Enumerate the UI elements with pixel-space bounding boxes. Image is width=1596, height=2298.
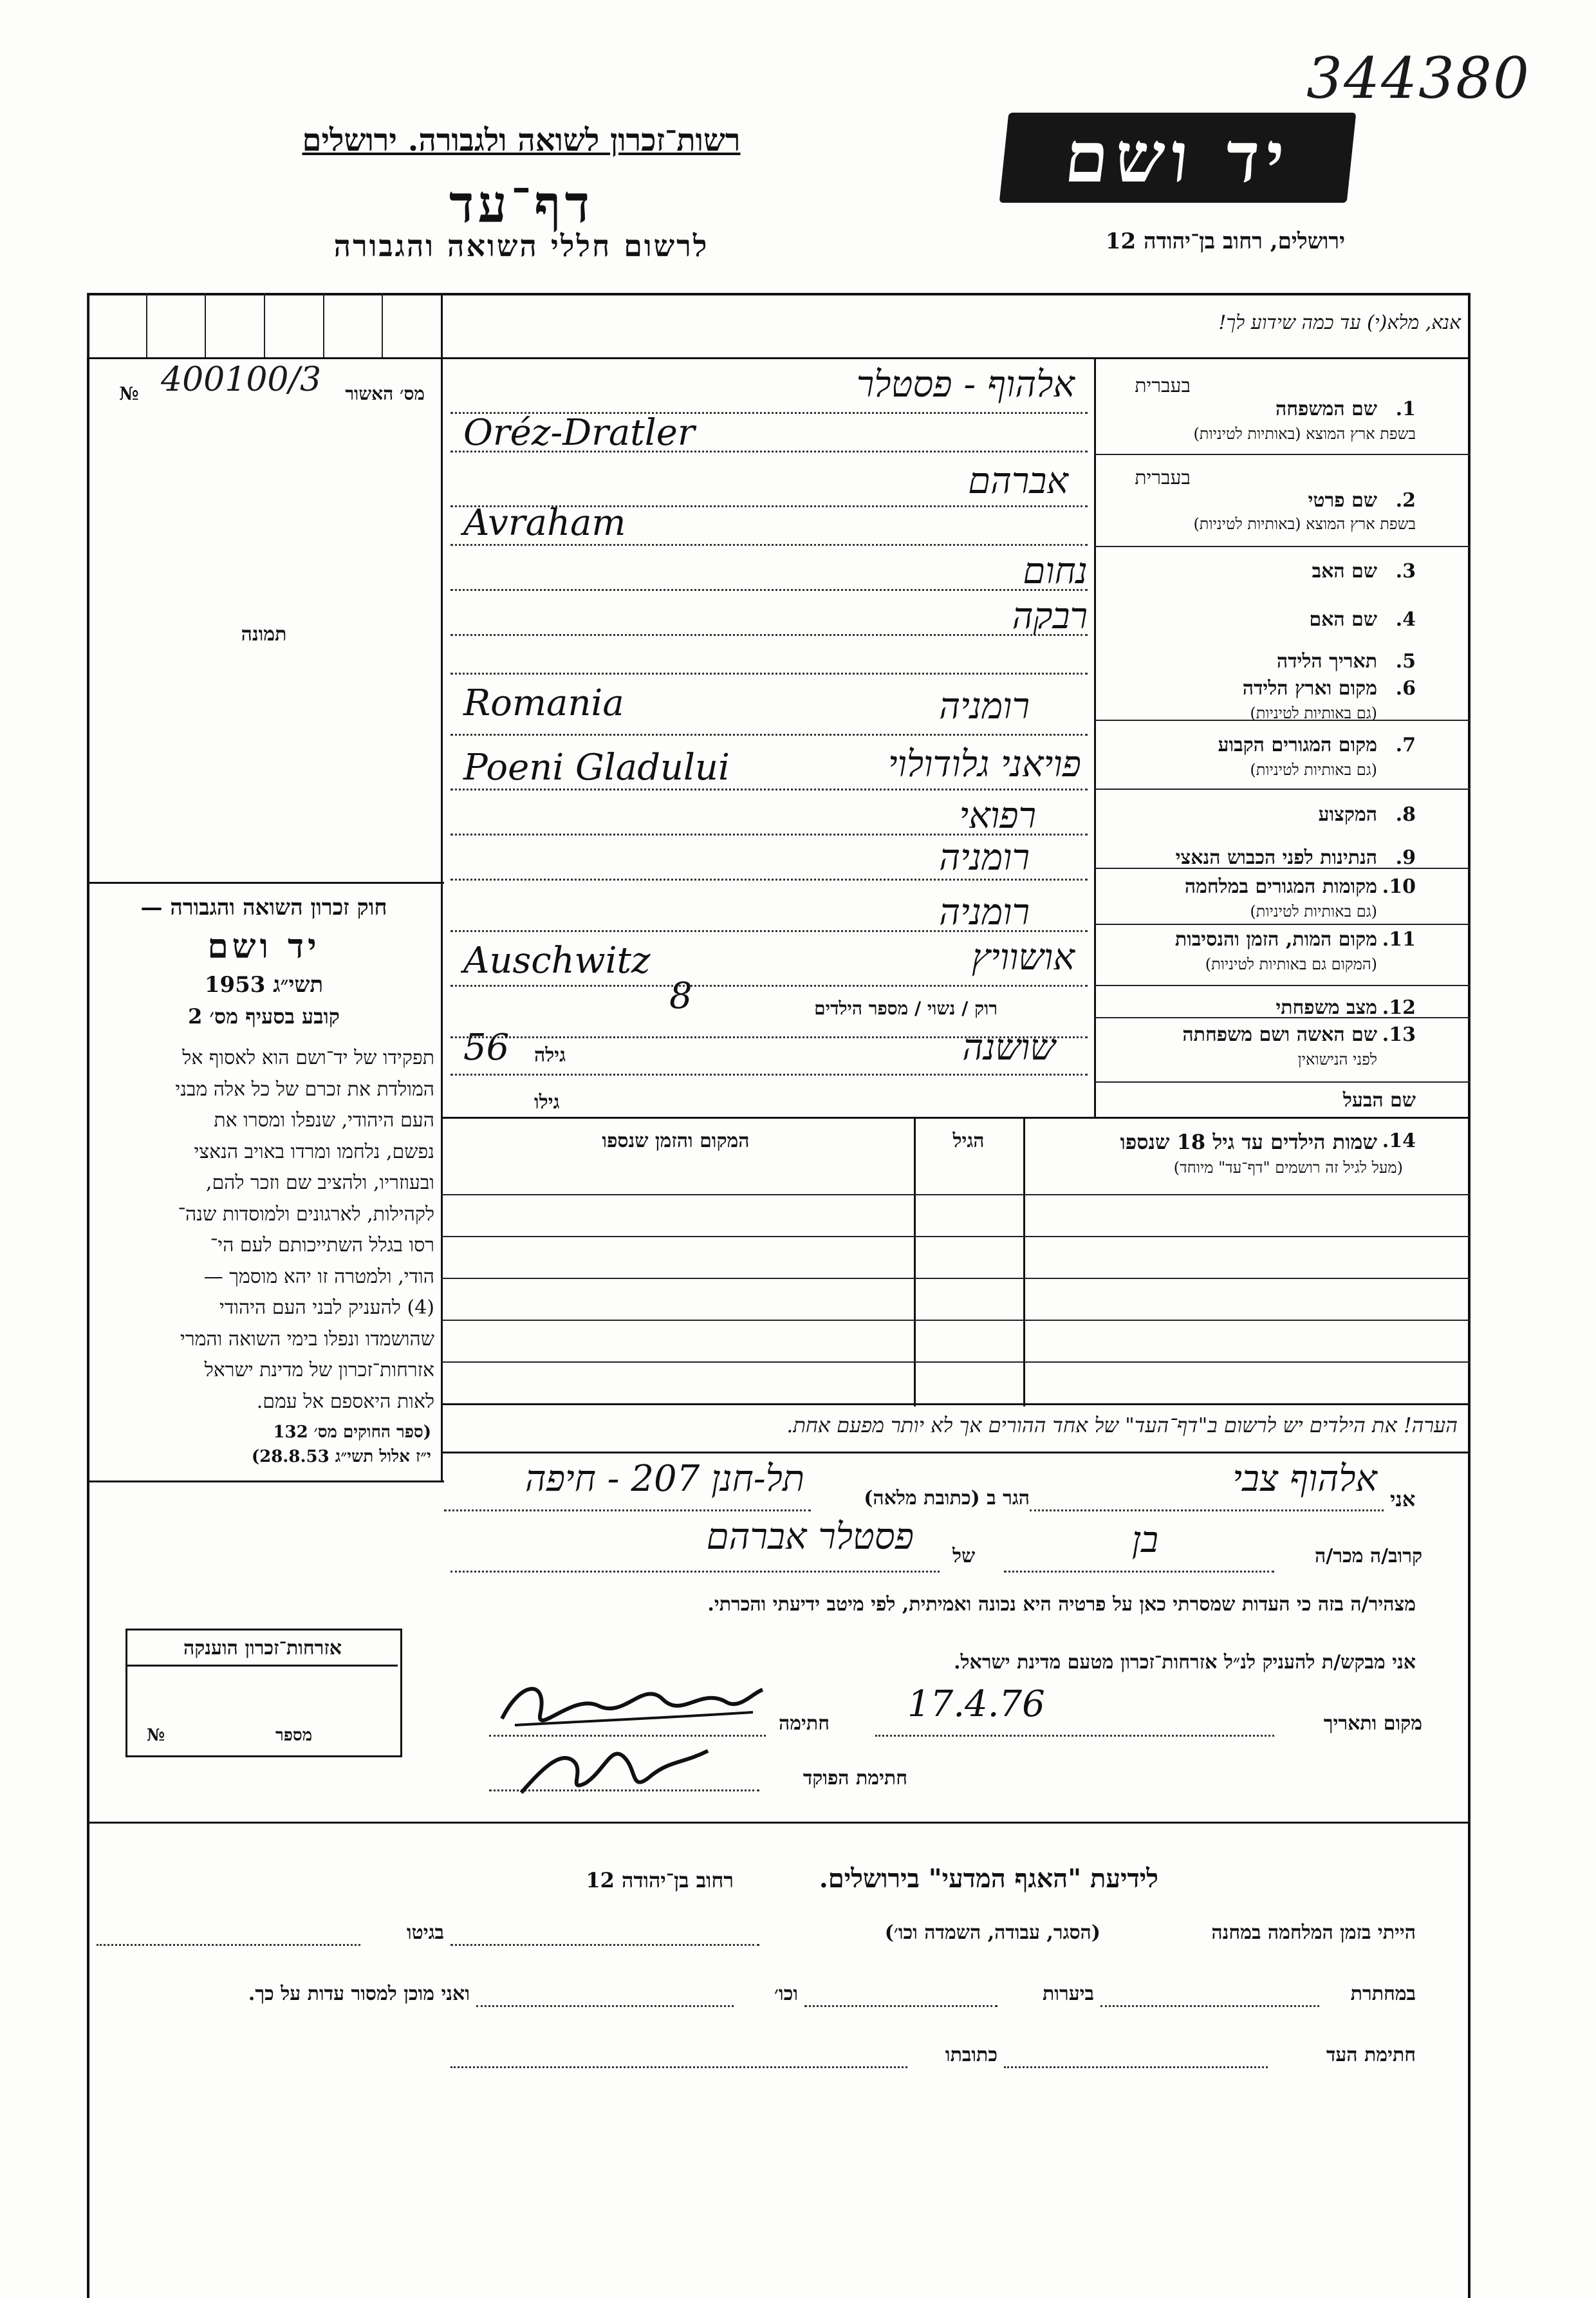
footer-ghetto-label: בגיטו (406, 1921, 444, 1944)
relative-label: קרוב/ה מכר/ה (1315, 1545, 1422, 1567)
citizenship-no-sign: № (147, 1726, 165, 1745)
field-2-label: שם פרטי (1308, 489, 1377, 512)
field-4-num: 4. (1395, 608, 1416, 631)
field-7-value-he: פויאני גלודולוי (887, 743, 1081, 785)
field-9-num: 9. (1395, 846, 1416, 869)
field-3-num: 3. (1395, 560, 1416, 583)
law-line: לקהילות, לארגונים ולמוסדות שנה־ (178, 1202, 434, 1226)
footer-camp-label: הייתי בזמן המלחמה במחנה (1211, 1921, 1416, 1944)
footer-forests-label: ביערות (1042, 1983, 1094, 2005)
approval-number: 400100/3 (161, 360, 322, 399)
of-label: של (952, 1545, 976, 1567)
field-8-label: המקצוע (1318, 803, 1377, 826)
field-3-value: נחום (1023, 550, 1088, 592)
footer-address: רחוב בן־יהודה 12 (586, 1868, 734, 1892)
resides-label: הגר ב (כתובת מלאה) (864, 1487, 1030, 1509)
children-label: שמות הילדים עד גיל 18 שנספו (1120, 1130, 1377, 1154)
citizenship-number-label: מספר (275, 1726, 313, 1745)
law-line: לאות היאספם אל עמם. (256, 1390, 434, 1413)
field-8-value: רפואי (959, 795, 1036, 837)
footer-etc-label: וכו׳ (774, 1983, 798, 2005)
children-count-value: 8 (669, 975, 692, 1017)
field-4-label: שם האם (1309, 608, 1377, 631)
law-line: שהושמדו ונפלו בימי השואה והמרי (180, 1327, 434, 1350)
field-6-num: 6. (1395, 677, 1416, 700)
declaration-statement: מצהיר/ה בזה כי העדות שמסרתי כאן על פרטיה היא נכונה ואמיתית, לפי מיטב ידיעתי והכרתי. (707, 1593, 1416, 1616)
wife-age-label: גילה (534, 1044, 566, 1067)
field-10-label: מקומות המגורים במלחמה (1184, 875, 1377, 898)
law-line: אזרחות־זכרון של מדינת ישראל (204, 1359, 434, 1381)
law-line: נפשם, נלחמו ומרדו באויב הנאצי (194, 1140, 434, 1163)
field-1-tag: בעברית (1135, 375, 1191, 397)
law-source: (ספר החוקים מס׳ 132 (273, 1423, 431, 1442)
field-8-num: 8. (1395, 803, 1416, 826)
footer-witness-signature-label: חתימת העד (1326, 2044, 1416, 2066)
field-4-value: רבקה (1012, 595, 1088, 637)
wife-age-value: 56 (463, 1027, 510, 1069)
law-line: הודי, ולמטרה זו יהא מוסמך — (203, 1265, 434, 1288)
field-13-label: שם האשה ושם משפחתה (1182, 1023, 1377, 1046)
place-date-label: מקום ותאריך (1323, 1712, 1422, 1735)
footer-camp-types: (הסגר, עבודה, השמדה וכו׳) (884, 1921, 1100, 1944)
field-12-label: מצב משפחתי (1276, 996, 1377, 1019)
law-source-date: י״ז אלול תשי״ג 28.8.53) (251, 1447, 431, 1466)
field-10-num: 10. (1382, 875, 1416, 898)
children-num: 14. (1382, 1130, 1416, 1152)
field-11-label: מקום המות, הזמן והנסיבות (1174, 928, 1377, 951)
field-10-value: רומניה (939, 892, 1030, 933)
field-11-value-he: אושוויץ (971, 937, 1075, 978)
field-6-label: מקום וארץ הלידה (1242, 677, 1377, 700)
law-body (93, 1043, 434, 1417)
footer-address-label: כתובתו (945, 2044, 998, 2066)
archive-number: 344380 (1306, 45, 1530, 111)
footer-title: לידיעת "האגף המדעי" בירושלים. (819, 1864, 1158, 1894)
field-5-num: 5. (1395, 650, 1416, 673)
children-col-age: הגיל (952, 1130, 985, 1152)
children-note: הערה! את הילדים יש לרשום ב"דף־העד" של אחד ההורים אך לא יותר מפעם אחת. (786, 1413, 1458, 1437)
field-12-num: 12. (1382, 996, 1416, 1019)
footer-underground-label: במחתרת (1350, 1983, 1416, 2005)
field-1-value-latin: Oréz-Dratler (463, 412, 695, 454)
children-sub: (מעל לגיל זה רושמים "דף־עד" מיוחד) (1173, 1159, 1403, 1177)
field-7-sub: (גם באותיות לטיניות) (1250, 761, 1377, 779)
field-1-label: שם המשפחה (1275, 398, 1377, 420)
approval-label: מס׳ האשור (345, 383, 425, 404)
approval-no-sign: № (119, 383, 139, 404)
field-5-label: תאריך הלידה (1276, 650, 1377, 673)
field-3-label: שם האב (1312, 560, 1377, 583)
field-2-value-he: אברהם (968, 460, 1068, 502)
wife-name-value: שושנה (962, 1027, 1055, 1069)
law-line: העם היהודי, שנפלו ומסרו את (214, 1109, 434, 1132)
declarant-address-value: תל-חנן 207 - חיפה (524, 1458, 804, 1500)
law-name: יד ושם (207, 927, 320, 966)
husband-age-label: גילו (534, 1091, 560, 1114)
declarant-name-value: אלהוף צבי (1232, 1458, 1377, 1500)
law-line: תפקידו של יד־ושם הוא לאסוף אל (182, 1047, 434, 1069)
field-1-sub: בשפת ארץ המוצא (באותיות לטיניות) (1193, 425, 1416, 443)
field-1-num: 1. (1395, 398, 1416, 420)
field-7-label: מקום המגורים הקבוע (1218, 734, 1377, 756)
field-9-value: רומניה (939, 837, 1030, 879)
field-6-value-he: רומניה (939, 686, 1030, 727)
law-line: ובעוזריו, ולהציב שם וזכר להם, (205, 1172, 434, 1194)
field-1-value-he: אלהוף - פסטלר (856, 364, 1075, 406)
law-line: המולדת את זכרם של כל אלה מבני (175, 1078, 434, 1101)
field-6-sub: (גם באותיות לטיניות) (1250, 704, 1377, 722)
field-10-sub: (גם באותיות לטיניות) (1250, 902, 1377, 920)
header-address: ירושלים, רחוב בן־יהודה 12 (1105, 229, 1345, 254)
institution-name: רשות־זכרון לשואה ולגבורה. ירושלים (302, 122, 741, 158)
declarant-i-label: אני (1390, 1487, 1416, 1511)
field-11-sub: (המקום גם באותיות לטיניות) (1205, 955, 1377, 973)
yad-vashem-logo (999, 113, 1357, 203)
field-2-num: 2. (1395, 489, 1416, 512)
form-title: דף־עד (449, 174, 594, 234)
citizenship-request: אני מבקש/ת להעניק לנ״ל אזרחות־זכרון מטעם מדינת ישראל. (954, 1651, 1416, 1674)
field-2-tag: בעברית (1135, 467, 1191, 489)
law-year: תשי״ג 1953 (204, 972, 324, 998)
relative-name-value: פסטלר אברהם (706, 1516, 914, 1558)
field-13-num: 13. (1382, 1023, 1416, 1046)
date-value: 17.4.76 (907, 1683, 1045, 1725)
field-11-value-latin: Auschwitz (463, 940, 651, 982)
citizenship-title: אזרחות־זכרון הוענקה (127, 1637, 398, 1667)
field-2-sub: בשפת ארץ המוצא (באותיות לטיניות) (1193, 515, 1416, 533)
photo-label: תמונה (241, 623, 287, 646)
marital-status-options: רוק / נשוי / מספר הילדים (814, 998, 998, 1019)
law-line: (4) להעניק לבני העם היהודי (219, 1296, 434, 1319)
official-signature-label: חתימת הפוקד (803, 1767, 907, 1789)
law-heading: חוק זכרון השואה והגבורה — (140, 895, 387, 920)
field-7-value-latin: Poeni Gladului (463, 747, 730, 789)
field-7-num: 7. (1395, 734, 1416, 756)
field-11-num: 11. (1382, 928, 1416, 951)
husband-label: שם הבעל (1342, 1089, 1416, 1112)
official-signature (515, 1732, 721, 1802)
logo-text: יד ושם (1061, 117, 1295, 198)
children-col-place: המקום והזמן שנספו (602, 1130, 750, 1152)
field-2-value-latin: Avraham (463, 502, 626, 544)
relation-value: בן (1131, 1519, 1158, 1561)
law-section: קובע בסעיף מס׳ 2 (188, 1004, 340, 1029)
law-line: רסו בגלל השתייכותם לעם הי־ (210, 1234, 434, 1256)
field-9-label: הנתינות לפני הכבוש הנאצי (1175, 846, 1377, 869)
instruction: אנא, מלא(י) עד כמה שידוע לך! (1218, 312, 1461, 334)
citizenship-box (125, 1629, 402, 1757)
signature-label: חתימה (779, 1712, 830, 1735)
form-subtitle: לרשום חללי השואה והגבורה (333, 229, 709, 263)
field-6-value-latin: Romania (463, 682, 624, 724)
field-13-sub: לפני הנישואין (1297, 1051, 1377, 1069)
footer-testify-label: ואני מוכן למסור עדות על כך. (248, 1983, 470, 2005)
